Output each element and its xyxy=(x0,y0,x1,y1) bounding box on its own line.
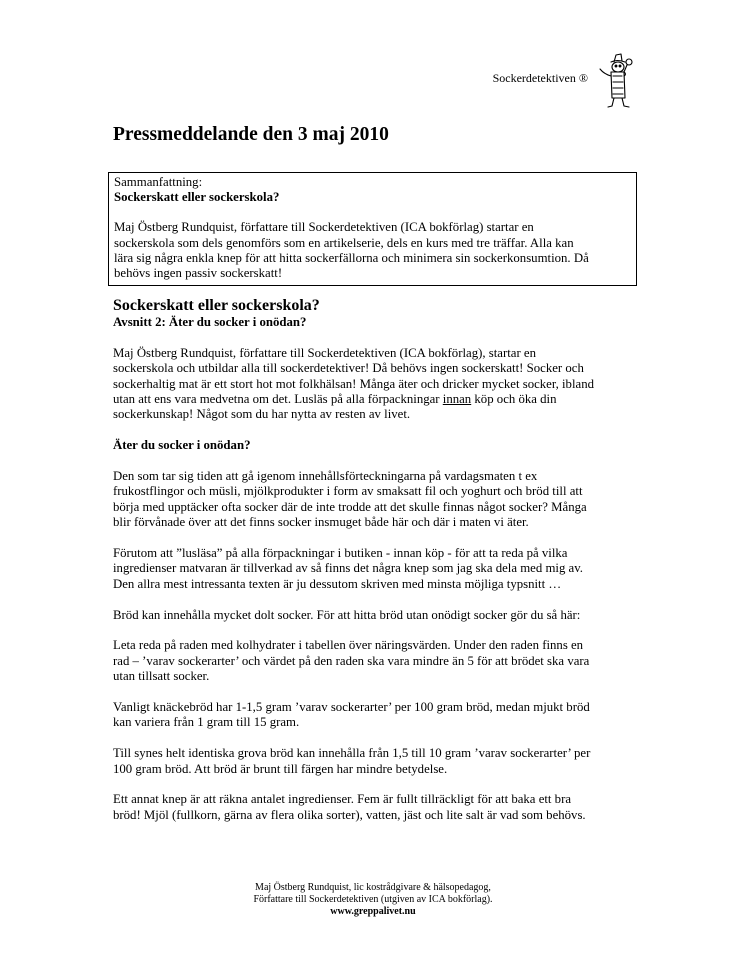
intro-paragraph: Maj Östberg Rundquist, författare till Sockerdetektiven (ICA bokförlag), startar en sockerskola och utbildar alla till sockerdetektiver! Då behövs ingen sockerskatt! Socker och sockerhaltig mat är ett stort hot mot folkhälsan! Många äter och dricker mycket socker, ibland utan att ens vara medvetna om det. Lusläs på alla förpackningar innan köp och öka din sockerkunskap! Något som du har nytta av resten av livet. xyxy=(113,345,594,422)
underlined-word: innan xyxy=(442,392,472,407)
footer-book: Författare till Sockerdetektiven (utgiven av ICA bokförlag). xyxy=(253,894,493,905)
footer-url-link[interactable]: www.greppalivet.nu xyxy=(330,906,416,917)
footer xyxy=(0,882,746,918)
summary-label: Sammanfattning: xyxy=(114,175,203,189)
sugar-detective-mascot-icon xyxy=(596,52,636,110)
summary-text-line: behövs ingen passiv sockerskatt! xyxy=(114,266,283,281)
paragraph: Den som tar sig tiden att gå igenom innehållsförteckningarna på vardagsmaten t ex frukostflingor och müsli, mjölkprodukter i form av smaksatt fil och yoghurt och bröd till att börja med upptäcker ofta socker där de inte trodde att det skulle finnas något socker? Många blir förvånade över att det finns socker insmuget både här och där i maten vi äter. xyxy=(113,469,587,530)
section-heading: Äter du socker i onödan? xyxy=(113,438,251,453)
brand-name: Sockerdetektiven ® xyxy=(492,71,588,85)
summary-text-line: Maj Östberg Rundquist, författare till Sockerdetektiven (ICA bokförlag) startar en xyxy=(114,220,534,235)
paragraph: Till synes helt identiska grova bröd kan innehålla från 1,5 till 10 gram ’varav sockerarter’ per 100 gram bröd. Att bröd är brunt till färgen har mindre betydelse. xyxy=(113,746,591,776)
summary-box xyxy=(108,172,637,286)
article-subheading: Avsnitt 2: Äter du socker i onödan? xyxy=(113,315,307,329)
article-heading: Sockerskatt eller sockerskola? xyxy=(113,297,320,314)
paragraph: Ett annat knep är att räkna antalet ingredienser. Fem är fullt tillräckligt för att baka ett bra bröd! Mjöl (fullkorn, gärna av flera olika sorter), vatten, jäst och lite salt är vad som behövs. xyxy=(113,792,586,822)
paragraph: Bröd kan innehålla mycket dolt socker. För att hitta bröd utan onödigt socker gör du så här: xyxy=(113,607,581,622)
paragraph: Förutom att ”lusläsa” på alla förpackningar i butiken - innan köp - för att ta reda på vilka ingredienser matvaran är tillverkad av så finns det några knep som jag ska dela med mig av. Den allra mest intressanta texten är ju dessutom skriven med minsta möjliga typsnitt … xyxy=(113,546,584,591)
article-body xyxy=(113,297,633,839)
summary-text-line: sockerskola som dels genomförs som en artikelserie, dels en kurs med tre träffar. Alla kan xyxy=(114,235,574,250)
summary-heading: Sockerskatt eller sockerskola? xyxy=(114,190,280,205)
paragraph: Leta reda på raden med kolhydrater i tabellen över näringsvärden. Under den raden finns en rad – ’varav sockerarter’ och värdet på den raden ska vara mindre än 5 för att brödet ska vara utan tillsatt socker. xyxy=(113,638,590,684)
paragraph: Vanligt knäckebröd har 1-1,5 gram ’varav sockerarter’ per 100 gram bröd, medan mjukt bröd kan variera från 1 gram till 15 gram. xyxy=(113,700,590,730)
summary-text-line: lära sig några enkla knep för att hitta sockerfällorna och minimera sin sockerkonsumtion. Då xyxy=(114,250,589,265)
page-title: Pressmeddelande den 3 maj 2010 xyxy=(113,124,389,145)
footer-author: Maj Östberg Rundquist, lic kostrådgivare & hälsopedagog, xyxy=(255,882,491,893)
